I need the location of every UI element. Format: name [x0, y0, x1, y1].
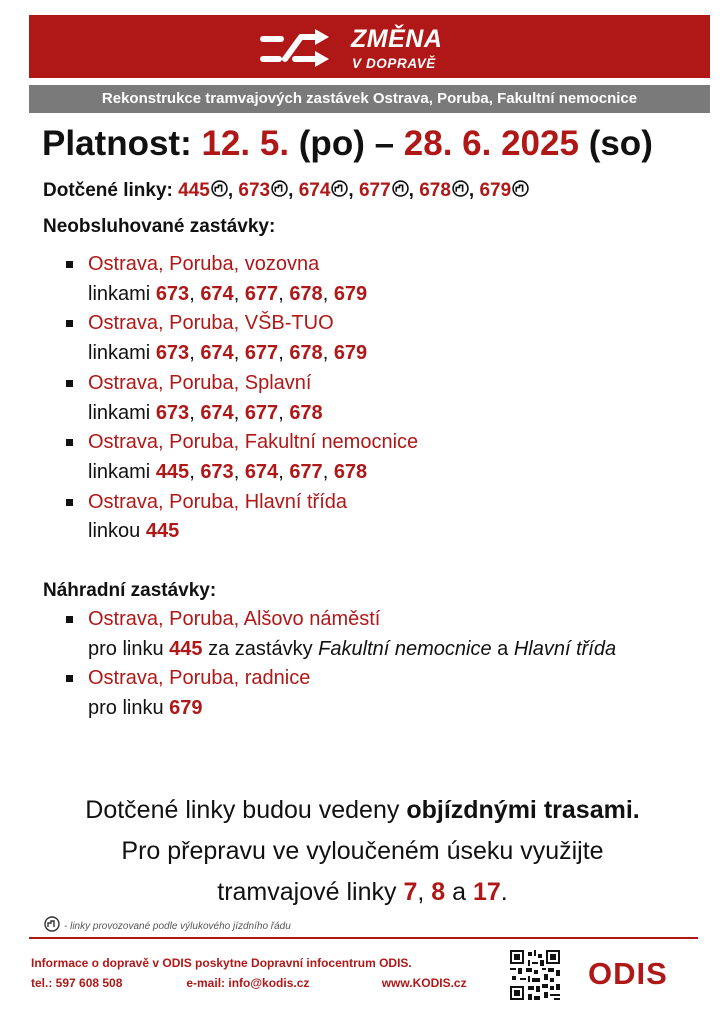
affected-lines	[43, 180, 529, 202]
line-number: 673	[155, 342, 190, 365]
stop-name: Ostrava, Poruba, Splavní	[88, 371, 312, 394]
footer-info-line: Informace o dopravě v ODIS poskytne Dopravní infocentrum ODIS.	[31, 956, 412, 970]
replaced-stop-b: Hlavní třída	[513, 637, 617, 660]
stop-detail: linkami 445, 673, 674, 677, 678	[88, 460, 368, 483]
banner-subtitle: V DOPRAVĚ	[352, 56, 436, 71]
tram-line: 8	[431, 878, 446, 906]
not-served-title: Neobsluhované zastávky:	[43, 216, 276, 237]
line-number: 679	[333, 282, 368, 305]
closing-line-1: Dotčené linky budou vedeny objízdnými trasami.	[85, 796, 640, 824]
validity-start: 12. 5.	[201, 124, 290, 163]
line-number: 673	[200, 460, 234, 483]
banner-title: ZMĚNA	[351, 25, 443, 53]
stop-detail	[88, 694, 684, 724]
line-number: 677	[289, 460, 323, 483]
tram-line: 7	[403, 878, 418, 906]
stop-name: Ostrava, Poruba, VŠB-TUO	[88, 312, 334, 335]
detail-prefix: linkami	[88, 282, 151, 305]
detail-and: a	[497, 637, 509, 660]
replacement-title: Náhradní zastávky:	[43, 580, 217, 601]
not-served-list	[64, 250, 684, 547]
line-number: 445	[169, 637, 203, 660]
legend	[43, 916, 291, 932]
list-item	[64, 605, 684, 664]
line-number: 674	[200, 401, 234, 424]
bullet	[66, 616, 73, 623]
list-item	[64, 664, 684, 723]
bullet	[66, 380, 73, 387]
header-banner	[29, 15, 710, 78]
stop-name: Ostrava, Poruba, Hlavní třída	[88, 490, 348, 513]
line-number: 674	[244, 460, 279, 483]
affected-line-679: 679	[479, 180, 512, 201]
line-number: 678	[289, 282, 323, 305]
detail-prefix: linkami	[88, 460, 151, 483]
line-number: 445	[145, 520, 180, 543]
tram-holiday-icon	[452, 180, 469, 197]
replaced-stop-a: Fakultní nemocnice	[318, 637, 492, 660]
validity-dash: –	[374, 124, 395, 163]
line-number: 679	[169, 697, 203, 720]
line-number: 678	[333, 460, 368, 483]
bullet	[66, 499, 73, 506]
detail-prefix: pro linku	[88, 697, 164, 720]
detail-mid: za zastávky	[208, 637, 313, 660]
tram-holiday-icon	[512, 180, 529, 197]
validity-label: Platnost:	[42, 124, 192, 163]
tram-line: 17	[472, 878, 501, 906]
line-number: 677	[244, 282, 279, 305]
line-number: 679	[333, 342, 368, 365]
legend-text: - linky provozované podle výlukového jízdního řádu	[64, 921, 291, 932]
bullet	[66, 320, 73, 327]
validity-line	[42, 124, 653, 164]
list-item	[64, 369, 684, 428]
closing-text	[0, 790, 725, 913]
validity-start-day: (po)	[298, 124, 365, 163]
tram-holiday-icon	[44, 916, 60, 932]
odis-logo-icon	[586, 953, 690, 993]
line-number: 674	[200, 282, 234, 305]
qr-code-icon[interactable]	[510, 950, 560, 1000]
footer-phone: tel.: 597 608 508	[31, 976, 123, 990]
affected-line-677: 677	[358, 180, 391, 201]
stop-detail: linkami 673, 674, 677, 678, 679	[88, 282, 368, 305]
affected-line-445: 445	[178, 180, 210, 201]
list-item	[64, 428, 684, 487]
stop-detail	[88, 635, 684, 665]
affected-line-678: 678	[419, 180, 451, 201]
detail-prefix: linkou	[88, 520, 141, 543]
detour-arrows-icon	[257, 25, 337, 71]
line-number: 674	[200, 342, 234, 365]
validity-end-day: (so)	[588, 124, 653, 163]
stop-detail	[88, 517, 684, 547]
tram-holiday-icon	[271, 180, 288, 197]
footer-email[interactable]: e-mail: info@kodis.cz	[186, 976, 310, 990]
stop-name: Ostrava, Poruba, radnice	[88, 667, 311, 690]
line-number: 673	[155, 401, 190, 424]
footer-info	[31, 953, 467, 993]
list-item	[64, 309, 684, 368]
affected-line-list: 445 , 673 , 674 , 677 , 678 , 679	[178, 180, 529, 201]
tram-holiday-icon	[331, 180, 348, 197]
validity-end: 28. 6. 2025	[403, 124, 579, 163]
affected-line-674: 674	[298, 180, 331, 201]
detail-prefix: linkami	[88, 342, 151, 365]
line-number: 678	[289, 342, 323, 365]
line-number: 677	[244, 342, 279, 365]
bullet	[66, 261, 73, 268]
line-number: 445	[155, 460, 190, 483]
tram-holiday-icon	[392, 180, 409, 197]
bullet	[66, 675, 73, 682]
list-item	[64, 250, 684, 309]
closing-line-2: Pro přepravu ve vyloučeném úseku využijte	[121, 837, 604, 865]
stop-detail: linkami 673, 674, 677, 678, 679	[88, 342, 368, 365]
line-number: 673	[155, 282, 190, 305]
stop-name: Ostrava, Poruba, vozovna	[88, 253, 320, 275]
stop-name: Ostrava, Poruba, Fakultní nemocnice	[88, 431, 419, 454]
closing-line-3: tramvajové linky 7, 8 a 17.	[217, 878, 508, 906]
list-item	[64, 488, 684, 547]
footer-divider	[29, 937, 698, 939]
replacement-list	[64, 605, 684, 724]
svg-text:ODIS: ODIS	[588, 956, 668, 991]
bullet	[66, 439, 73, 446]
affected-line-673: 673	[238, 180, 271, 201]
line-number: 678	[289, 401, 323, 424]
stop-name: Ostrava, Poruba, Alšovo náměstí	[88, 608, 381, 630]
notice-subtitle: Rekonstrukce tramvajových zastávek Ostrava, Poruba, Fakultní nemocnice	[29, 85, 710, 113]
affected-label: Dotčené linky:	[43, 180, 173, 201]
detail-prefix: pro linku	[88, 637, 164, 660]
footer-web[interactable]: www.KODIS.cz	[381, 976, 467, 990]
stop-detail: linkami 673, 674, 677, 678	[88, 401, 323, 424]
detail-prefix: linkami	[88, 401, 151, 424]
tram-holiday-icon	[211, 180, 228, 197]
line-number: 677	[244, 401, 279, 424]
